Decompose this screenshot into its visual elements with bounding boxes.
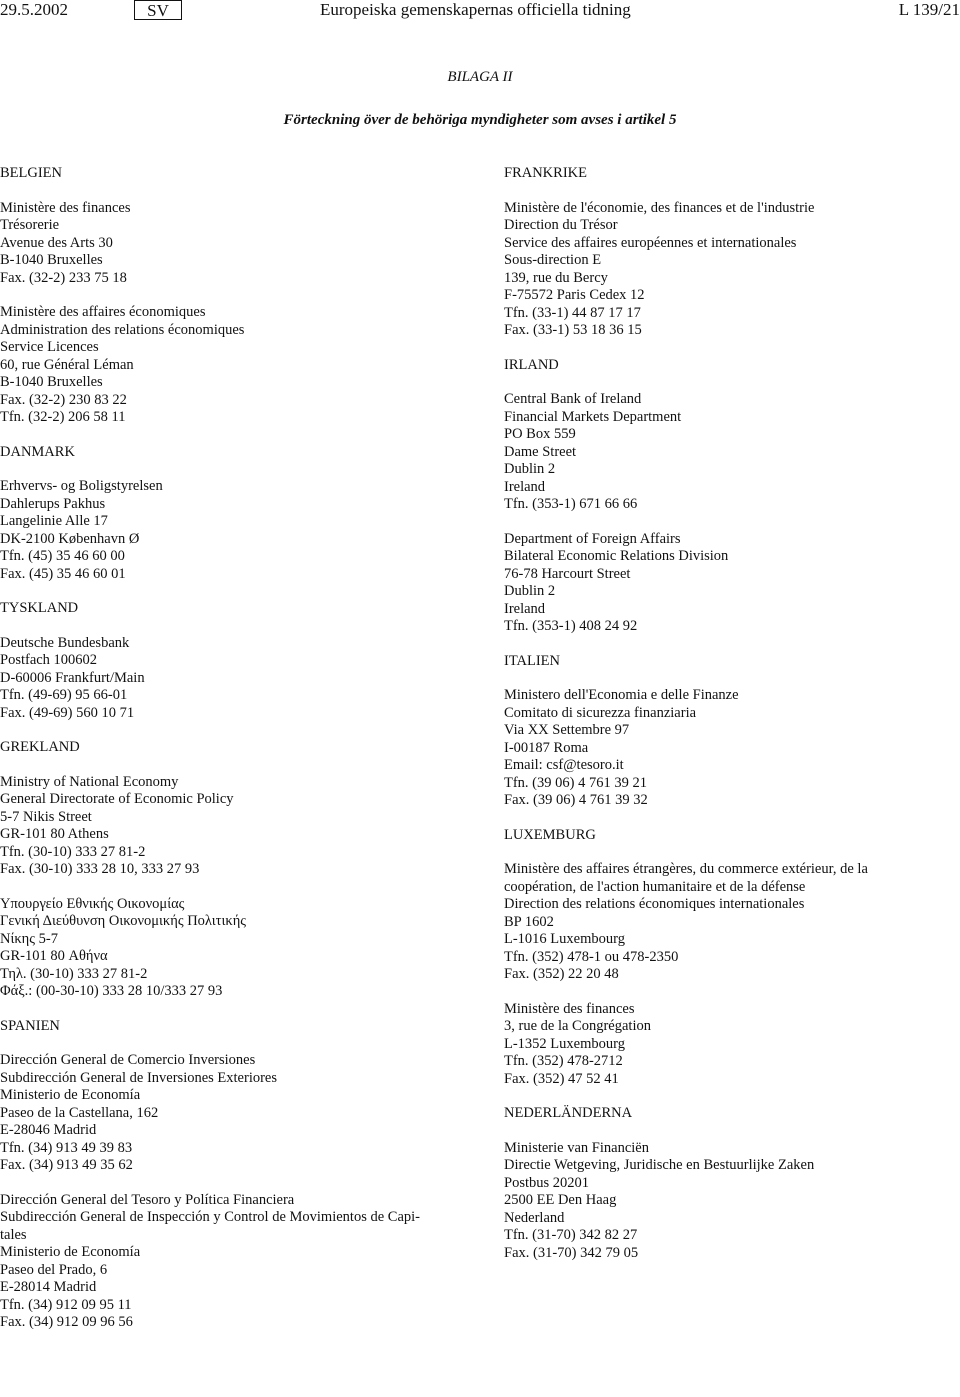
address-line: 60, rue Général Léman xyxy=(0,356,134,373)
annex-title: BILAGA II xyxy=(447,69,513,85)
address-line: Tfn. (352) 478-1 ou 478-2350 xyxy=(504,948,679,965)
annex-subtitle: Förteckning över de behöriga myndigheter som avses i artikel 5 xyxy=(283,112,677,128)
address-line: B-1040 Bruxelles xyxy=(0,374,103,390)
country-name: LUXEMBURG xyxy=(504,826,596,843)
address-line: Ministero dell'Economia e delle Finanze xyxy=(504,687,739,703)
header-language-box: SV xyxy=(134,0,182,20)
address-line: Deutsche Bundesbank xyxy=(0,634,130,651)
address-line: Dublin 2 xyxy=(504,461,556,477)
country-name: DANMARK xyxy=(0,443,75,460)
address-line: Fax. (352) 47 52 41 xyxy=(504,1070,619,1087)
address-line: Tfn. (353-1) 671 66 66 xyxy=(504,496,638,512)
authority-address-block xyxy=(504,1001,960,1089)
address-line: Fax. (49-69) 560 10 71 xyxy=(0,704,135,721)
address-line: Ministère des affaires économiques xyxy=(0,304,206,320)
address-line: Τηλ. (30-10) 333 27 81-2 xyxy=(0,965,148,982)
authority-address-block xyxy=(504,391,960,514)
country-section-italien xyxy=(504,653,960,810)
address-line: Fax. (30-10) 333 28 10, 333 27 93 xyxy=(0,861,200,877)
address-line: Fax. (31-70) 342 79 05 xyxy=(504,1244,639,1261)
address-line: Fax. (32-2) 233 75 18 xyxy=(0,269,127,286)
address-line: Subdirección General de Inspección y Control de Movimientos de Capi- xyxy=(0,1209,420,1225)
country-section-tyskland xyxy=(0,600,458,722)
authority-address-block xyxy=(0,635,458,723)
address-line: Via XX Settembre 97 xyxy=(504,722,630,738)
address-line: B-1040 Bruxelles xyxy=(0,252,103,268)
address-line: Service des affaires européennes et internationales xyxy=(504,234,797,251)
header-date: 29.5.2002 xyxy=(0,0,68,19)
authority-address-block xyxy=(0,200,458,288)
authority-address-block xyxy=(0,774,458,879)
address-line: Ireland xyxy=(504,478,546,495)
address-line: Fax. (33-1) 53 18 36 15 xyxy=(504,322,642,338)
address-line: Postfach 100602 xyxy=(0,652,98,668)
address-line: Langelinie Alle 17 xyxy=(0,513,108,529)
address-line: Υπουργείο Εθνικής Οικονομίας xyxy=(0,895,185,912)
address-line: Tfn. (30-10) 333 27 81-2 xyxy=(0,843,146,860)
address-line: D-60006 Frankfurt/Main xyxy=(0,669,145,686)
address-line: Tfn. (34) 913 49 39 83 xyxy=(0,1139,133,1156)
address-line: PO Box 559 xyxy=(504,426,576,442)
address-line: Tfn. (353-1) 408 24 92 xyxy=(504,618,638,634)
country-section-belgien xyxy=(0,165,458,427)
address-line: Direction du Trésor xyxy=(504,217,618,233)
address-line: Ministerie van Financiën xyxy=(504,1139,649,1156)
address-line: Postbus 20201 xyxy=(504,1174,590,1191)
address-line: Tfn. (33-1) 44 87 17 17 xyxy=(504,304,641,321)
address-line: Central Bank of Ireland xyxy=(504,391,642,407)
address-line: Trésorerie xyxy=(0,217,60,233)
left-column xyxy=(0,165,458,1349)
address-line: tales xyxy=(0,1226,27,1243)
address-line: Ireland xyxy=(504,600,546,617)
address-line: Tfn. (45) 35 46 60 00 xyxy=(0,548,125,564)
address-line: Ministry of National Economy xyxy=(0,773,179,790)
address-line: Γενική Διεύθυνση Οικονομικής Πολιτικής xyxy=(0,913,247,929)
country-name: NEDERLÄNDERNA xyxy=(504,1105,633,1121)
address-line: Fax. (39 06) 4 761 39 32 xyxy=(504,792,648,808)
address-line: Fax. (32-2) 230 83 22 xyxy=(0,391,127,408)
address-line: L-1352 Luxembourg xyxy=(504,1035,625,1052)
country-section-nederlanderna xyxy=(504,1105,960,1262)
address-line: GR-101 80 Αθήνα xyxy=(0,948,108,964)
header-journal-title: Europeiska gemenskapernas officiella tidning xyxy=(320,0,631,19)
address-line: Φάξ.: (00-30-10) 333 28 10/333 27 93 xyxy=(0,983,223,999)
address-line: Comitato di sicurezza finanziaria xyxy=(504,704,697,721)
address-line: Fax. (45) 35 46 60 01 xyxy=(0,565,126,582)
address-line: Dirección General de Comercio Inversiones xyxy=(0,1052,256,1068)
right-column xyxy=(504,165,960,1279)
country-name: SPANIEN xyxy=(0,1017,60,1034)
address-line: 76-78 Harcourt Street xyxy=(504,565,631,582)
page-header xyxy=(0,0,960,22)
address-line: E-28046 Madrid xyxy=(0,1122,97,1138)
address-line: coopération, de l'action humanitaire et de la défense xyxy=(504,878,806,895)
address-line: Paseo de la Castellana, 162 xyxy=(0,1104,159,1121)
address-line: Directie Wetgeving, Juridische en Bestuurlijke Zaken xyxy=(504,1157,815,1173)
address-line: Bilateral Economic Relations Division xyxy=(504,548,729,564)
address-line: Dame Street xyxy=(504,443,577,460)
address-line: Erhvervs- og Boligstyrelsen xyxy=(0,478,163,494)
address-line: Tfn. (39 06) 4 761 39 21 xyxy=(504,774,647,791)
address-line: Fax. (34) 913 49 35 62 xyxy=(0,1157,133,1173)
country-section-irland xyxy=(504,357,960,636)
address-line: 2500 EE Den Haag xyxy=(504,1192,617,1208)
address-line: 3, rue de la Congrégation xyxy=(504,1018,651,1034)
header-page-number: L 139/21 xyxy=(898,0,960,19)
address-line: Department of Foreign Affairs xyxy=(504,530,681,547)
country-section-frankrike xyxy=(504,165,960,340)
address-line: General Directorate of Economic Policy xyxy=(0,791,234,807)
address-line: Dahlerups Pakhus xyxy=(0,495,106,512)
address-line: F-75572 Paris Cedex 12 xyxy=(504,287,645,303)
address-line: Ministerio de Economía xyxy=(0,1087,141,1103)
address-line: GR-101 80 Athens xyxy=(0,826,109,842)
address-line: Tfn. (352) 478-2712 xyxy=(504,1053,623,1069)
address-line: Ministère des finances xyxy=(504,1000,635,1017)
address-line: Paseo del Prado, 6 xyxy=(0,1261,108,1278)
address-line: Nederland xyxy=(504,1209,565,1226)
address-line: DK-2100 København Ø xyxy=(0,530,140,547)
address-line: Administration des relations économiques xyxy=(0,321,245,338)
authority-address-block xyxy=(504,200,960,340)
address-line: Νίκης 5-7 xyxy=(0,930,58,947)
authority-address-block xyxy=(504,531,960,636)
address-line: L-1016 Luxembourg xyxy=(504,931,625,947)
address-line: 5-7 Nikis Street xyxy=(0,808,92,825)
authority-address-block xyxy=(0,478,458,583)
address-line: Dublin 2 xyxy=(504,583,556,599)
country-name: FRANKRIKE xyxy=(504,165,587,181)
address-line: BP 1602 xyxy=(504,913,554,930)
authority-address-block xyxy=(0,304,458,427)
authority-address-block xyxy=(504,861,960,984)
address-line: Tfn. (32-2) 206 58 11 xyxy=(0,409,126,425)
address-line: Email: csf@tesoro.it xyxy=(504,757,624,773)
authority-address-block xyxy=(504,1140,960,1263)
address-line: Sous-direction E xyxy=(504,252,602,268)
address-line: Tfn. (34) 912 09 95 11 xyxy=(0,1296,132,1313)
country-section-grekland xyxy=(0,739,458,1001)
country-section-spanien xyxy=(0,1018,458,1332)
authority-address-block xyxy=(0,1052,458,1175)
country-section-luxemburg xyxy=(504,827,960,1089)
authority-address-block xyxy=(0,1192,458,1332)
authority-address-block xyxy=(504,687,960,810)
address-line: Ministère de l'économie, des finances et de l'industrie xyxy=(504,199,815,216)
address-line: Ministère des finances xyxy=(0,199,131,216)
address-line: Avenue des Arts 30 xyxy=(0,234,113,251)
address-line: Ministerio de Economía xyxy=(0,1244,141,1260)
address-line: Subdirección General de Inversiones Exteriores xyxy=(0,1069,278,1086)
authority-address-block xyxy=(0,896,458,1001)
address-line: Ministère des affaires étrangères, du commerce extérieur, de la xyxy=(504,861,868,877)
address-line: Financial Markets Department xyxy=(504,408,682,425)
address-line: Fax. (352) 22 20 48 xyxy=(504,966,619,982)
country-name: BELGIEN xyxy=(0,165,63,181)
country-name: TYSKLAND xyxy=(0,600,79,616)
address-line: I-00187 Roma xyxy=(504,739,589,756)
country-name: ITALIEN xyxy=(504,652,561,669)
address-line: Tfn. (31-70) 342 82 27 xyxy=(504,1227,638,1243)
address-line: E-28014 Madrid xyxy=(0,1279,97,1295)
address-line: Dirección General del Tesoro y Política Financiera xyxy=(0,1191,295,1208)
address-line: Service Licences xyxy=(0,339,99,355)
address-line: 139, rue du Bercy xyxy=(504,269,608,286)
address-line: Tfn. (49-69) 95 66-01 xyxy=(0,687,128,703)
country-name: IRLAND xyxy=(504,356,559,373)
country-name: GREKLAND xyxy=(0,739,80,755)
country-section-danmark xyxy=(0,444,458,584)
address-line: Fax. (34) 912 09 96 56 xyxy=(0,1314,133,1330)
address-line: Direction des relations économiques internationales xyxy=(504,896,805,912)
